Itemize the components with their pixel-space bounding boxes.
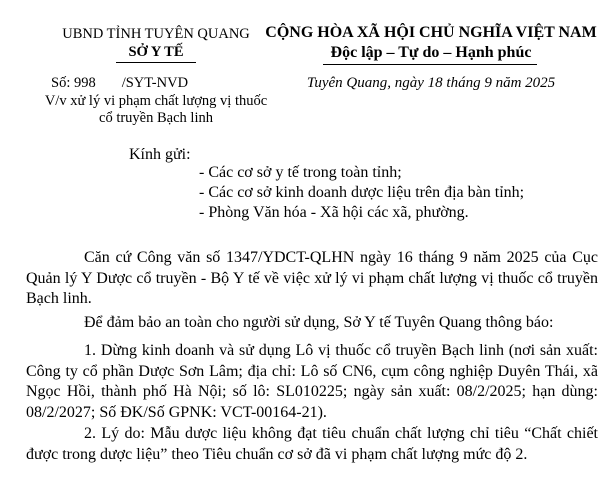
document-code: /SYT-NVD (121, 75, 189, 91)
document-subject: V/v xử lý vi phạm chất lượng vị thuốc cổ truyền Bạch linh (44, 93, 268, 126)
issuing-department: SỞ Y TẾ (128, 44, 184, 60)
body-paragraph-notice-intro: Để đảm bảo an toàn cho người sử dụng, Sở Y tế Tuyên Quang thông báo: (84, 314, 554, 331)
recipient-item: - Các cơ sở y tế trong toàn tỉnh; (199, 164, 402, 181)
national-title: CỘNG HÒA XÃ HỘI CHỦ NGHĨA VIỆT NAM (265, 24, 597, 41)
body-paragraph-item-1: 1. Dừng kinh doanh và sử dụng Lô vị thuốc cổ truyền Bạch linh (nơi sản xuất: Công ty cổ phần Dược Sơn Lâm; địa chỉ: Lô số CN6, cụm công nghiệp Duyên Thái, xã Ngọc Hồi, thành phố Hà Nội; số lô: SL010225; ngày sản xuất: 08/2/2025; hạn dùng: 08/2/2027; Số ĐK/Số GPNK: VCT-00164-21). (26, 342, 598, 421)
department-underline (116, 62, 196, 63)
document-number-label: Số: 998 (51, 75, 96, 91)
national-motto: Độc lập – Tự do – Hạnh phúc (330, 44, 532, 61)
body-paragraph-legal-basis: Căn cứ Công văn số 1347/YDCT-QLHN ngày 16 tháng 9 năm 2025 của Cục Quản lý Y Dược cổ truyền - Bộ Y tế về việc xử lý vi phạm chất lượng vị thuốc cổ truyền Bạch linh. (26, 249, 598, 307)
motto-underline (323, 64, 537, 65)
recipient-item: - Phòng Văn hóa - Xã hội các xã, phường. (199, 204, 469, 221)
document-number (51, 75, 188, 92)
place-and-date: Tuyên Quang, ngày 18 tháng 9 năm 2025 (306, 75, 556, 91)
body-paragraph-item-2: 2. Lý do: Mẫu dược liệu không đạt tiêu chuẩn chất lượng chỉ tiêu “Chất chiết được trong dược liệu” theo Tiêu chuẩn cơ sở đã vi phạm chất lượng mức độ 2. (26, 425, 598, 463)
issuing-organization: UBND TỈNH TUYÊN QUANG (62, 26, 250, 42)
recipient-item: - Các cơ sở kinh doanh dược liệu trên địa bàn tỉnh; (199, 184, 525, 201)
recipients-label: Kính gửi: (129, 146, 191, 163)
